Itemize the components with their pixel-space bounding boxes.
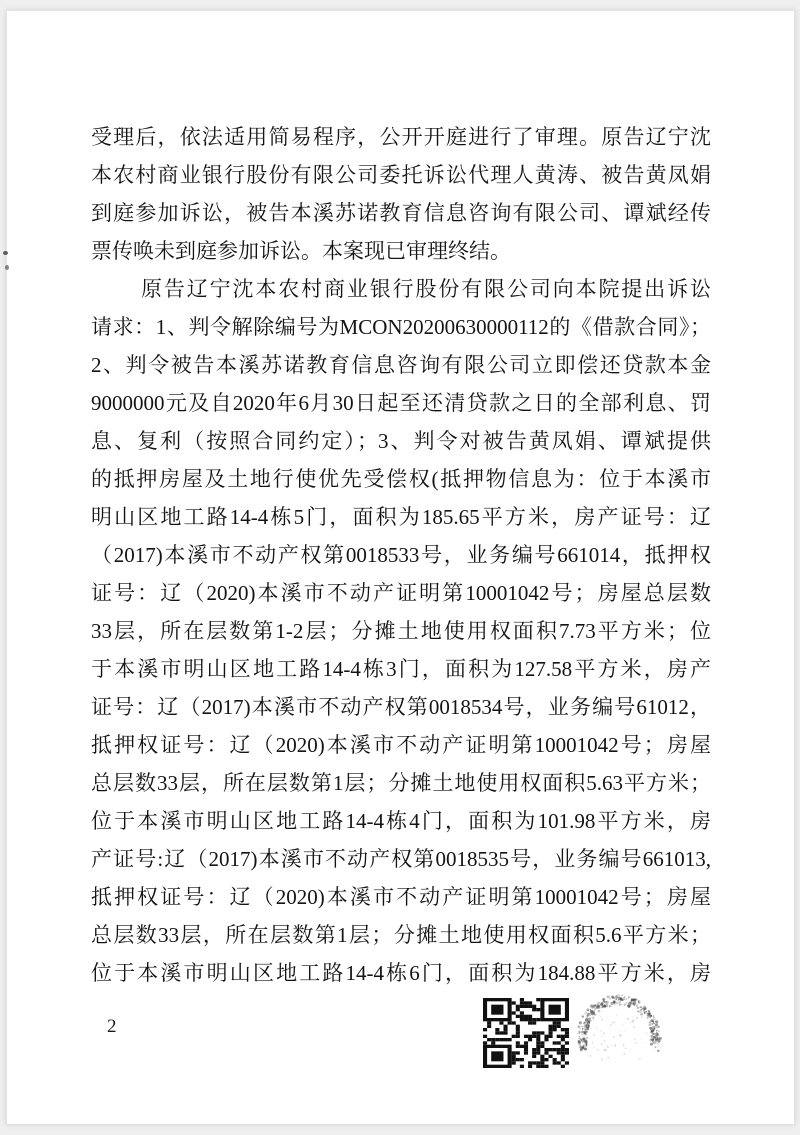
document-line: 请求：1、判令解除编号为MCON20200630000112的《借款合同》； bbox=[91, 315, 711, 339]
document-line: 产证号:辽（2017)本溪市不动产权第0018535号，业务编号661013, bbox=[91, 847, 711, 871]
document-line: 总层数33层，所在层数第1层；分摊土地使用权面积5.63平方米； bbox=[91, 771, 711, 795]
document-line: 位于本溪市明山区地工路14-4栋6门，面积为184.88平方米，房 bbox=[91, 961, 711, 985]
document-line: 9000000元及自2020年6月30日起至还清贷款之日的全部利息、罚 bbox=[91, 391, 711, 415]
scan-speck-icon bbox=[5, 265, 9, 270]
document-line: 息、复利（按照合同约定）；3、判令对被告黄凤娟、谭斌提供 bbox=[91, 429, 711, 453]
document-line: 位于本溪市明山区地工路14-4栋4门，面积为101.98平方米，房 bbox=[91, 809, 711, 833]
document-line: 明山区地工路14-4栋5门，面积为185.65平方米，房产证号：辽 bbox=[91, 505, 711, 529]
scanned-page bbox=[6, 10, 795, 1125]
scan-speck-icon bbox=[3, 251, 8, 255]
document-line: 到庭参加诉讼，被告本溪苏诺教育信息咨询有限公司、谭斌经传 bbox=[91, 201, 711, 225]
document-line: 的抵押房屋及土地行使优先受偿权(抵押物信息为：位于本溪市 bbox=[91, 467, 711, 491]
document-line: 总层数33层，所在层数第1层；分摊土地使用权面积5.6平方米； bbox=[91, 923, 711, 947]
document-line: 2、判令被告本溪苏诺教育信息咨询有限公司立即偿还贷款本金 bbox=[91, 353, 711, 377]
document-line: 抵押权证号：辽（2020)本溪市不动产证明第10001042号；房屋 bbox=[91, 885, 711, 909]
document-line: 抵押权证号：辽（2020)本溪市不动产证明第10001042号；房屋 bbox=[91, 733, 711, 757]
document-line: 本农村商业银行股份有限公司委托诉讼代理人黄涛、被告黄凤娟 bbox=[91, 163, 711, 187]
document-line: 证号：辽（2017)本溪市不动产权第0018534号，业务编号61012， bbox=[91, 695, 711, 719]
document-body bbox=[91, 118, 711, 992]
page-number: 2 bbox=[107, 1016, 117, 1037]
document-line: 证号：辽（2020)本溪市不动产证明第10001042号；房屋总层数 bbox=[91, 581, 711, 605]
document-line: 原告辽宁沈本农村商业银行股份有限公司向本院提出诉讼 bbox=[141, 277, 711, 301]
document-line: 受理后，依法适用简易程序，公开开庭进行了审理。原告辽宁沈 bbox=[91, 125, 711, 149]
qr-code-icon bbox=[483, 998, 569, 1068]
document-line: 票传唤未到庭参加诉讼。本案现已审理终结。 bbox=[91, 239, 511, 263]
document-line: （2017)本溪市不动产权第0018533号，业务编号661014，抵押权 bbox=[91, 543, 711, 567]
document-line: 于本溪市明山区地工路14-4栋3门，面积为127.58平方米，房产 bbox=[91, 657, 711, 681]
circular-ink-seal-icon bbox=[574, 987, 664, 1083]
document-line: 33层，所在层数第1-2层；分摊土地使用权面积7.73平方米；位 bbox=[91, 619, 711, 643]
